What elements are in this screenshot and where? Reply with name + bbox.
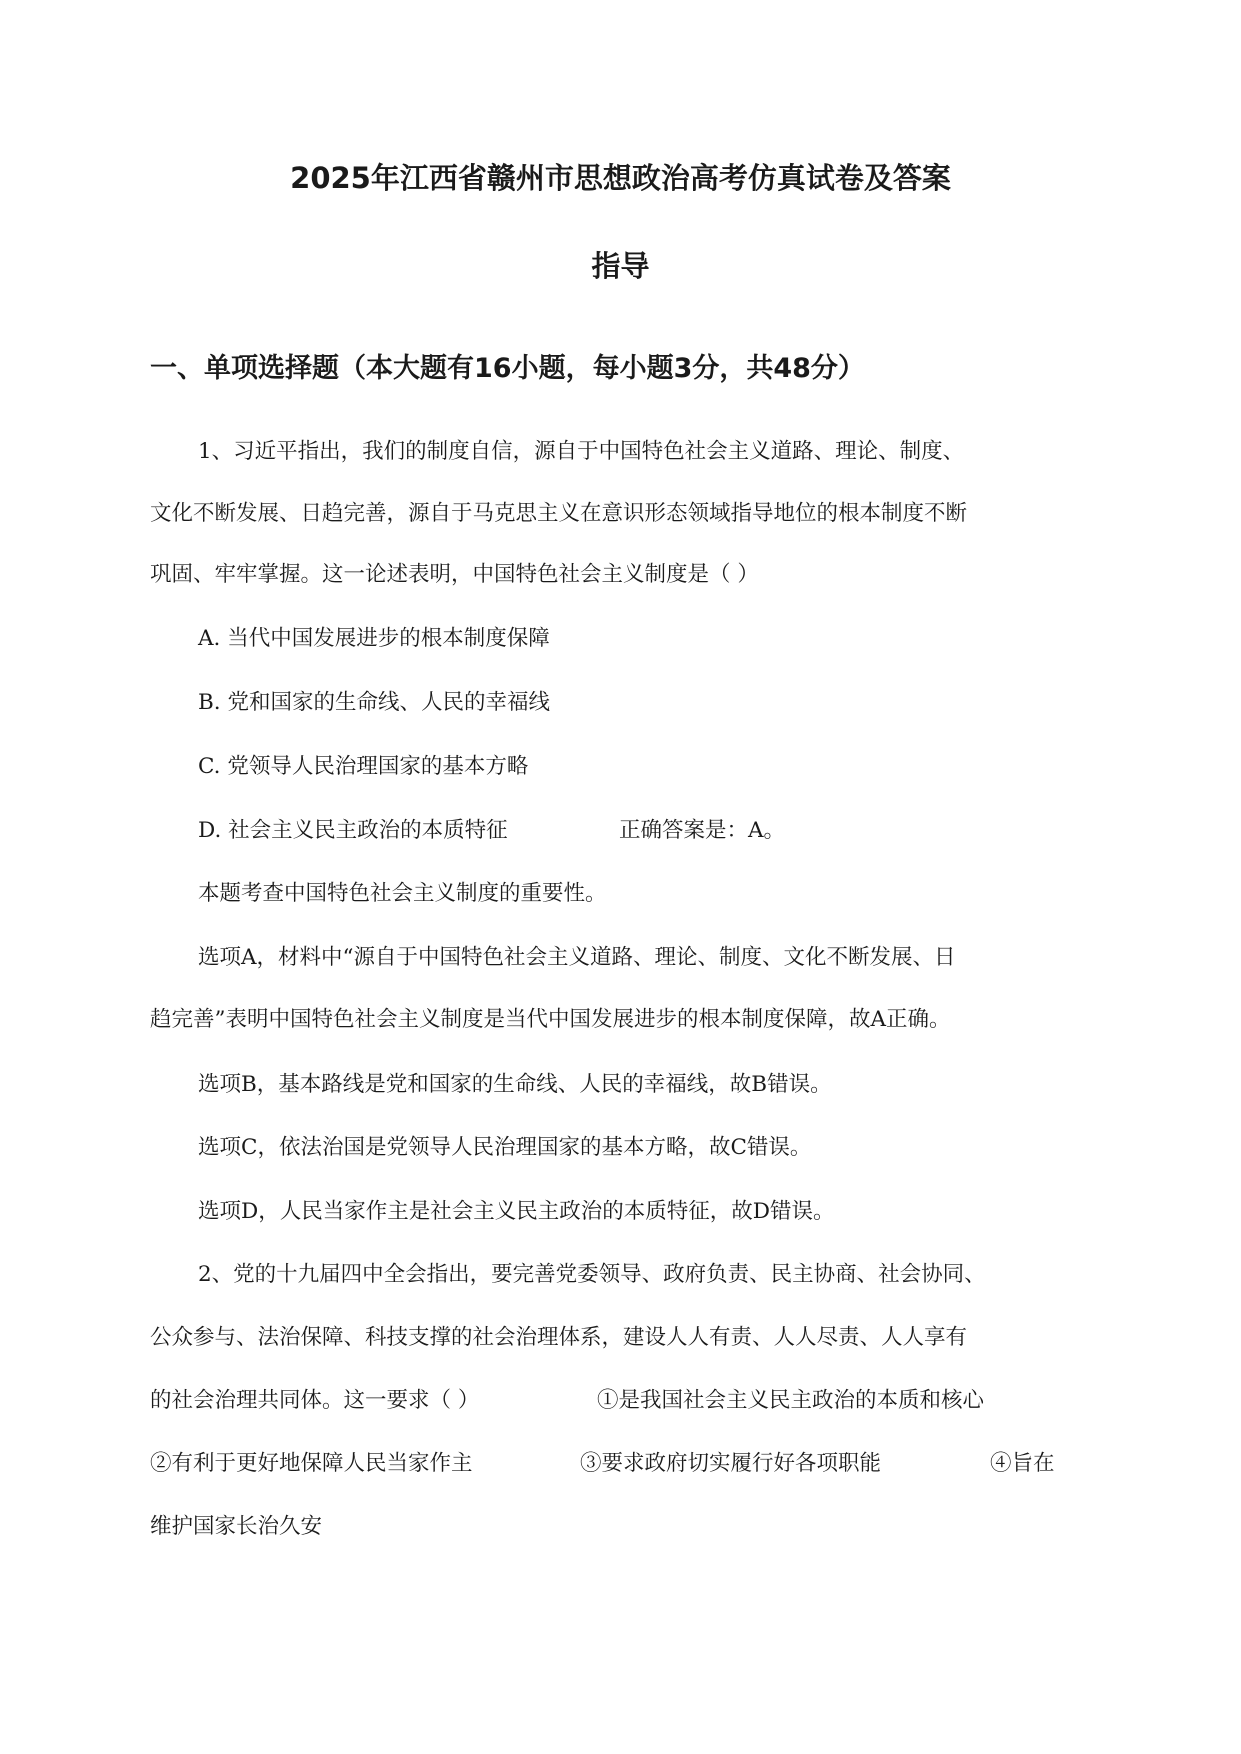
question-1-analysis-a: 选项A，材料中“源自于中国特色社会主义道路、理论、制度、文化不断发展、日 [198,945,956,970]
question-1-analysis-d: 选项D，人民当家作主是社会主义民主政治的本质特征，故D错误。 [198,1199,835,1224]
question-1-stem-line: 1、习近平指出，我们的制度自信，源自于中国特色社会主义道路、理论、制度、 [198,439,965,464]
question-1-answer: 正确答案是：A。 [619,818,786,843]
question-1-option-b: B. 党和国家的生命线、人民的幸福线 [198,690,550,715]
question-1-option-a: A. 当代中国发展进步的根本制度保障 [198,626,550,651]
question-2-stem-line: 的社会治理共同体。这一要求（ ） [150,1388,480,1413]
question-1-stem-line: 巩固、牢牢掌握。这一论述表明，中国特色社会主义制度是（ ） [150,562,759,587]
question-1-option-d: D. 社会主义民主政治的本质特征 [198,818,508,843]
question-2-item-4: ④旨在 [990,1451,1055,1476]
question-2-item-2: ②有利于更好地保障人民当家作主 [150,1451,473,1476]
question-2-item-4-continued: 维护国家长治久安 [150,1514,323,1539]
question-1-analysis-b: 选项B，基本路线是党和国家的生命线、人民的幸福线，故B错误。 [198,1072,832,1097]
question-2-item-3: ③要求政府切实履行好各项职能 [580,1451,882,1476]
question-2-item-1: ①是我国社会主义民主政治的本质和核心 [597,1388,985,1413]
question-1-stem-line: 文化不断发展、日趋完善，源自于马克思主义在意识形态领域指导地位的根本制度不断 [150,501,968,526]
question-2-stem-line: 公众参与、法治保障、科技支撑的社会治理体系，建设人人有责、人人尽责、人人享有 [150,1325,968,1350]
question-2-stem-line: 2、党的十九届四中全会指出，要完善党委领导、政府负责、民主协商、社会协同、 [198,1262,986,1287]
document-title-line2: 指导 [591,249,650,283]
question-1-analysis-a: 趋完善”表明中国特色社会主义制度是当代中国发展进步的根本制度保障，故A正确。 [150,1007,951,1032]
question-1-analysis-intro: 本题考查中国特色社会主义制度的重要性。 [198,881,607,906]
section-heading: 一、单项选择题（本大题有16小题，每小题3分，共48分） [150,353,865,384]
question-1-option-c: C. 党领导人民治理国家的基本方略 [198,754,529,779]
document-title: 2025年江西省赣州市思想政治高考仿真试卷及答案 [290,161,951,195]
question-1-analysis-c: 选项C，依法治国是党领导人民治理国家的基本方略，故C错误。 [198,1135,812,1160]
